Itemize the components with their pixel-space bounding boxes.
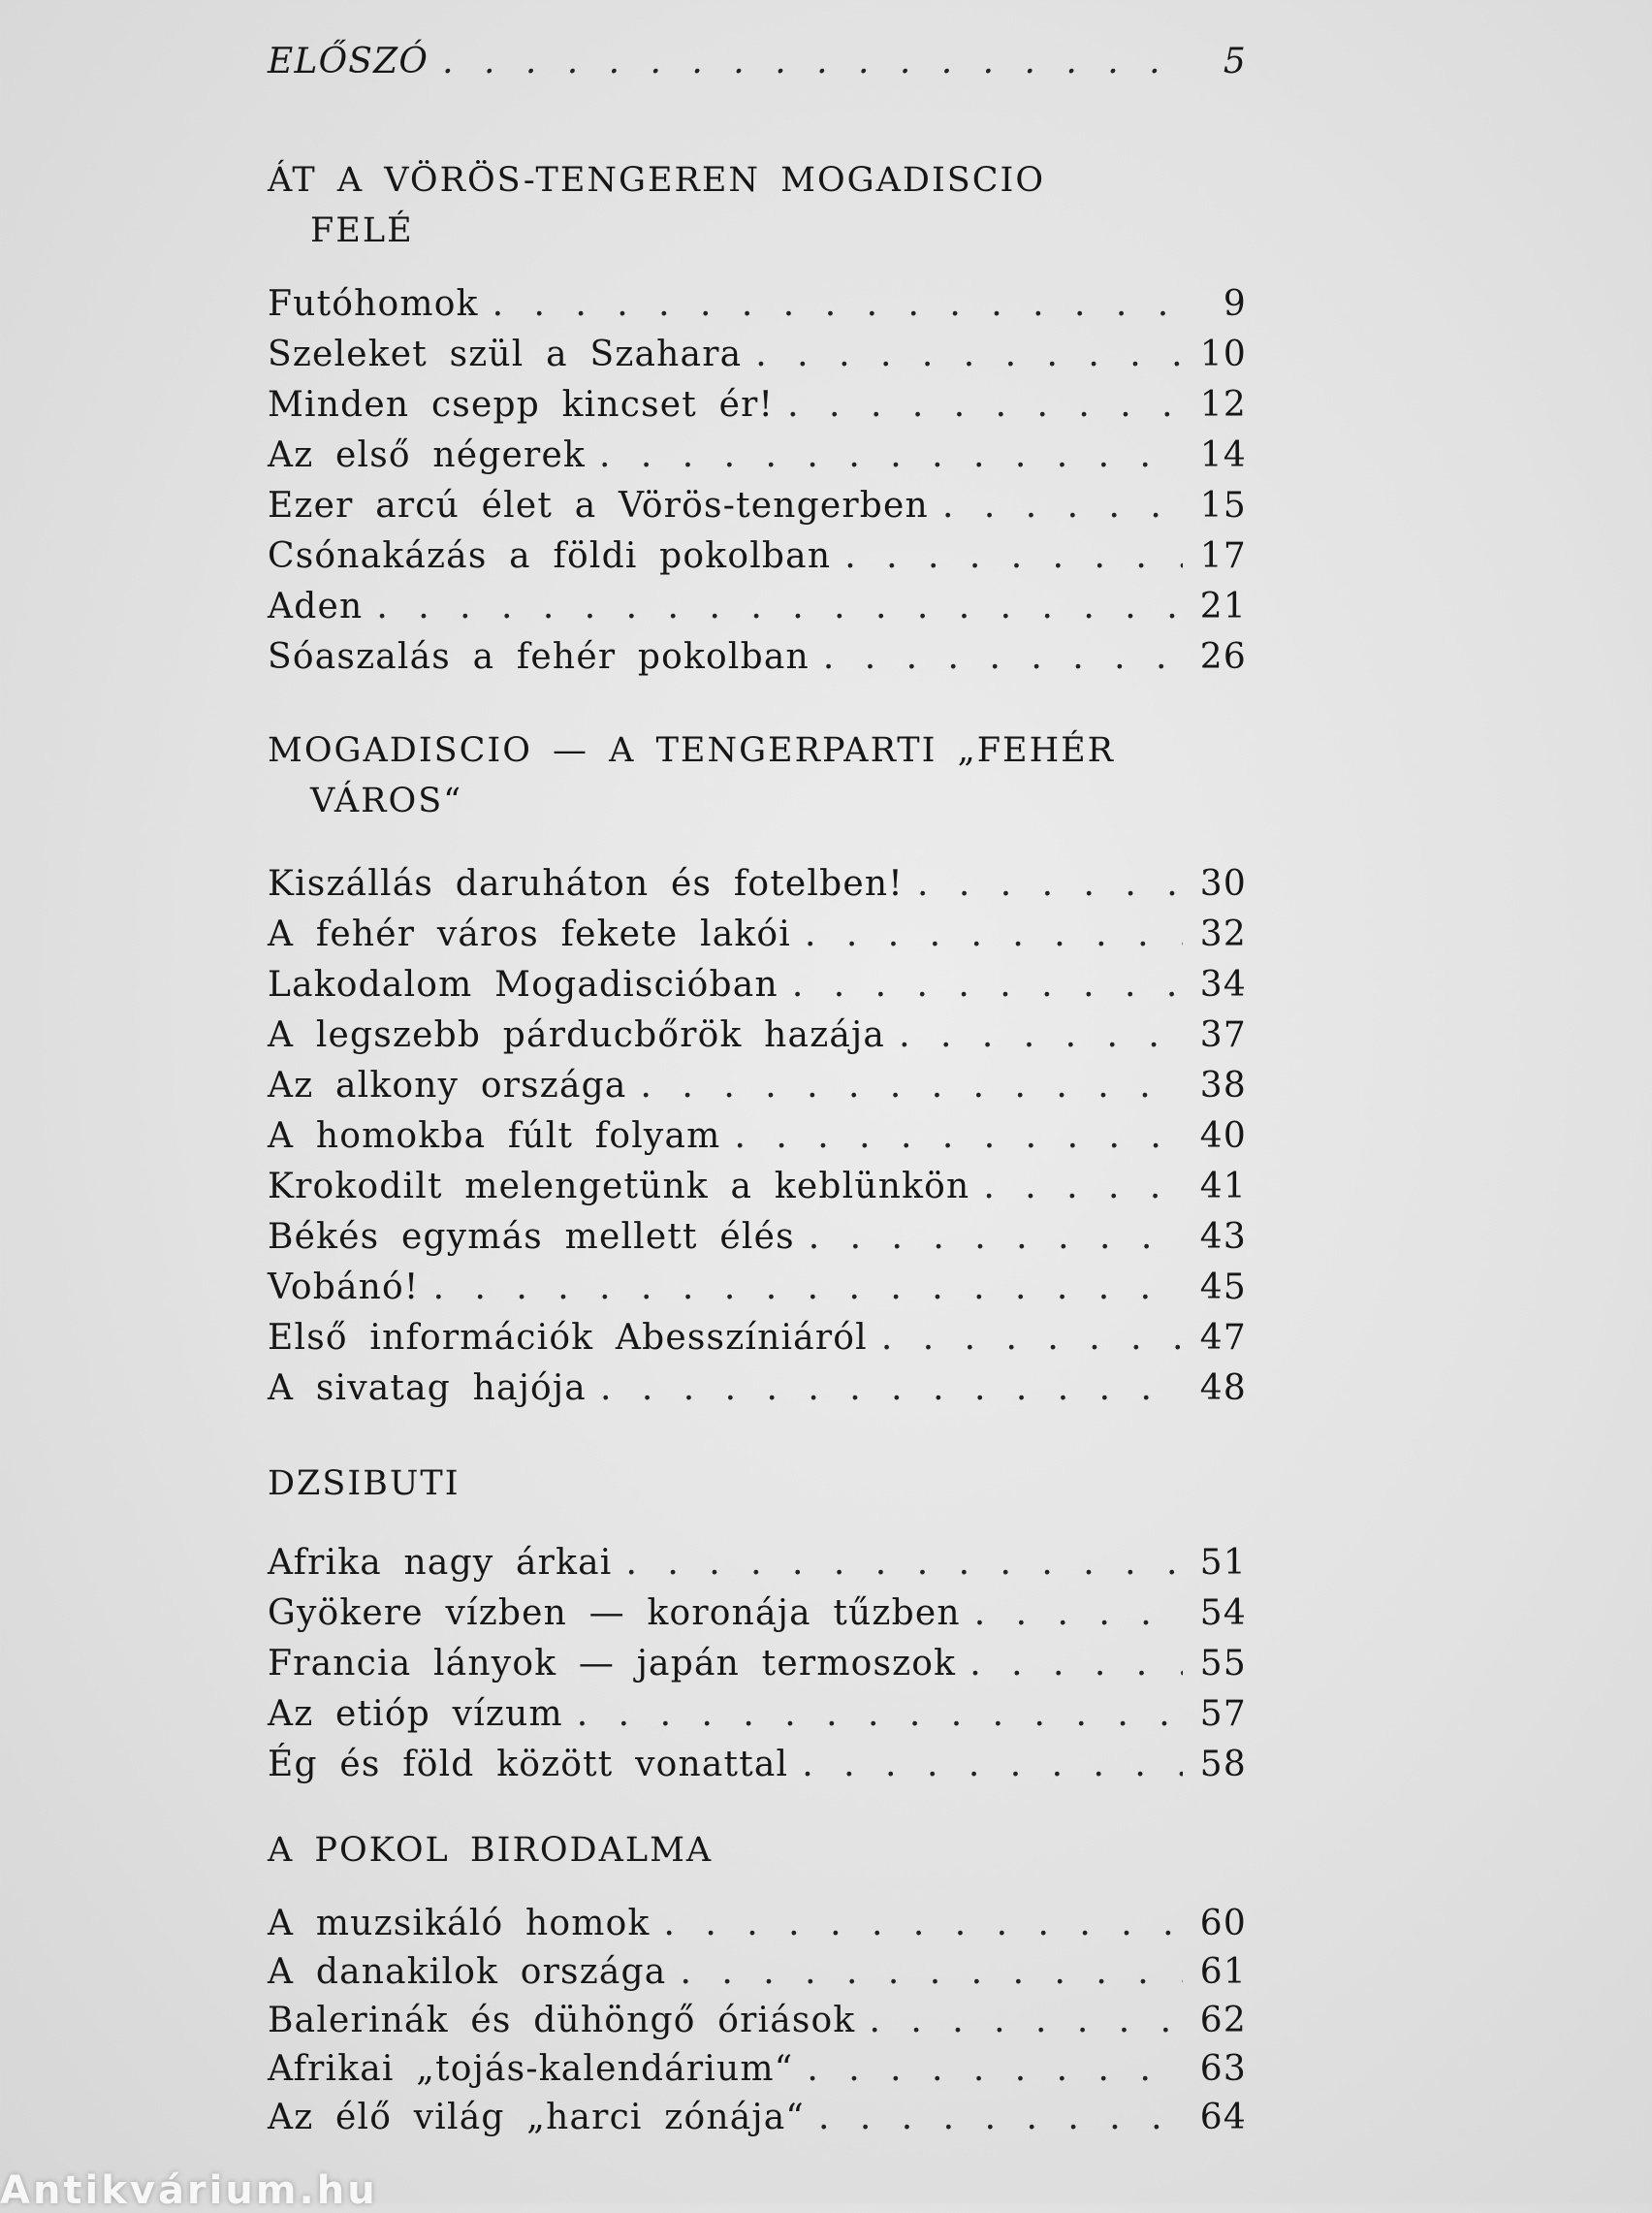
dot-leader bbox=[492, 279, 1183, 330]
toc-entry-page: 45 bbox=[1199, 1267, 1247, 1307]
toc-entry bbox=[268, 2044, 1247, 2095]
toc-entry bbox=[268, 1313, 1247, 1363]
toc-entry-title: Vobánó! bbox=[268, 1267, 420, 1307]
section-heading-line: A POKOL BIRODALMA bbox=[268, 1831, 714, 1870]
dot-leader bbox=[433, 1263, 1183, 1313]
toc-entry bbox=[268, 1899, 1247, 1949]
toc-entry bbox=[268, 531, 1247, 582]
toc-entry-title: Minden csepp kincset ér! bbox=[268, 385, 775, 425]
toc-entry-page: 61 bbox=[1199, 1952, 1247, 1992]
toc-entry-title: A fehér város fekete lakói bbox=[268, 914, 791, 954]
dot-leader bbox=[625, 1538, 1183, 1588]
toc-entry-title: Gyökere vízben — koronája tűzben bbox=[268, 1593, 961, 1633]
toc-entry bbox=[268, 910, 1247, 960]
toc-entry bbox=[268, 279, 1247, 330]
toc-entry-page: 47 bbox=[1199, 1318, 1247, 1358]
toc-entry-page: 41 bbox=[1199, 1167, 1247, 1206]
toc-entry bbox=[268, 1689, 1247, 1740]
toc-entry bbox=[268, 1639, 1247, 1689]
watermark: Antikvárium.hu bbox=[0, 2168, 378, 2213]
toc-entry-page: 34 bbox=[1199, 965, 1247, 1005]
toc-entry bbox=[268, 859, 1247, 910]
toc-entry-page: 5 bbox=[1223, 42, 1247, 81]
dot-leader bbox=[599, 431, 1183, 481]
toc-entry-page: 51 bbox=[1199, 1543, 1247, 1583]
toc-entry-foreword bbox=[268, 37, 1247, 87]
dot-leader bbox=[680, 1947, 1183, 1998]
toc-entry-title: Francia lányok — japán termoszok bbox=[268, 1644, 957, 1684]
toc-entry bbox=[268, 1996, 1247, 2046]
section-heading-line: DZSIBUTI bbox=[268, 1464, 461, 1503]
toc-entry-page: 21 bbox=[1199, 587, 1247, 626]
toc-entry-title: Aden bbox=[268, 587, 364, 626]
toc-entry-title: Krokodilt melengetünk a keblünkön bbox=[268, 1167, 970, 1206]
toc-entry-title: Afrika nagy árkai bbox=[268, 1543, 613, 1583]
dot-leader bbox=[917, 859, 1183, 910]
toc-entry-page: 17 bbox=[1199, 536, 1247, 576]
toc-entry-page: 58 bbox=[1199, 1745, 1247, 1784]
toc-entry bbox=[268, 431, 1247, 481]
toc-entry-title: Futóhomok bbox=[268, 284, 479, 324]
dot-leader bbox=[792, 960, 1183, 1010]
toc-entry-page: 48 bbox=[1199, 1368, 1247, 1408]
toc-entry bbox=[268, 481, 1247, 531]
dot-leader bbox=[818, 2093, 1183, 2143]
dot-leader bbox=[881, 1313, 1183, 1363]
toc-entry-title: Kiszállás daruháton és fotelben! bbox=[268, 864, 904, 904]
toc-entry bbox=[268, 380, 1247, 431]
toc-entry-title: ELŐSZÓ bbox=[268, 42, 429, 81]
toc-entry-page: 55 bbox=[1199, 1644, 1247, 1684]
toc-entry bbox=[268, 1111, 1247, 1162]
dot-leader bbox=[974, 1588, 1183, 1639]
toc-entry-page: 37 bbox=[1199, 1015, 1247, 1055]
toc-entry-title: Első információk Abesszíniáról bbox=[268, 1318, 868, 1358]
toc-entry-page: 30 bbox=[1199, 864, 1247, 904]
dot-leader bbox=[734, 1111, 1183, 1162]
toc-entry-title: Csónakázás a földi pokolban bbox=[268, 536, 832, 576]
toc-entry-page: 40 bbox=[1199, 1116, 1247, 1156]
section-heading-line: FELÉ bbox=[310, 211, 414, 250]
toc-entry bbox=[268, 1061, 1247, 1111]
toc-entry-page: 64 bbox=[1199, 2098, 1247, 2137]
toc-entry bbox=[268, 582, 1247, 632]
toc-entry-page: 38 bbox=[1199, 1066, 1247, 1106]
toc-entry-page: 12 bbox=[1199, 385, 1247, 425]
toc-entry-title: Szeleket szül a Szahara bbox=[268, 335, 743, 374]
toc-entry-page: 15 bbox=[1199, 486, 1247, 526]
dot-leader bbox=[969, 1639, 1183, 1689]
toc-entry bbox=[268, 1588, 1247, 1639]
section-heading-dzsibuti bbox=[268, 1459, 1198, 1509]
toc-entry-title: A legszebb párducbőrök hazája bbox=[268, 1015, 886, 1055]
toc-entry bbox=[268, 1162, 1247, 1212]
toc-entry-page: 32 bbox=[1199, 914, 1247, 954]
toc-entry-title: A sivatag hajója bbox=[268, 1368, 587, 1408]
dot-leader bbox=[809, 1212, 1183, 1263]
toc-entry-title: Az első négerek bbox=[268, 435, 586, 475]
toc-entry bbox=[268, 1363, 1247, 1414]
toc-entry-page: 26 bbox=[1199, 637, 1247, 677]
toc-entry bbox=[268, 1263, 1247, 1313]
dot-leader bbox=[942, 481, 1183, 531]
dot-leader bbox=[899, 1010, 1183, 1061]
dot-leader bbox=[983, 1162, 1183, 1212]
toc-entry bbox=[268, 2093, 1247, 2143]
toc-entry bbox=[268, 1212, 1247, 1263]
toc-entry-page: 57 bbox=[1199, 1694, 1247, 1734]
section-heading-pokol-birodalma bbox=[268, 1825, 1198, 1876]
toc-entry bbox=[268, 1740, 1247, 1790]
toc-entry-title: Az élő világ „harci zónája“ bbox=[268, 2098, 806, 2137]
toc-entry-page: 60 bbox=[1199, 1904, 1247, 1943]
section-heading-mogadiscio bbox=[268, 725, 1198, 826]
toc-entry-title: Ezer arcú élet a Vörös-tengerben bbox=[268, 486, 929, 526]
toc-entry-title: Lakodalom Mogadiscióban bbox=[268, 965, 778, 1005]
toc-entry-page: 43 bbox=[1199, 1217, 1247, 1257]
toc-entry-title: Az alkony országa bbox=[268, 1066, 627, 1106]
dot-leader bbox=[641, 1061, 1183, 1111]
section-heading-line: ÁT A VÖRÖS-TENGEREN MOGADISCIO bbox=[268, 161, 1046, 200]
toc-entry bbox=[268, 960, 1247, 1010]
dot-leader bbox=[802, 1740, 1183, 1790]
dot-leader bbox=[755, 330, 1183, 380]
dot-leader bbox=[442, 37, 1183, 87]
dot-leader bbox=[823, 632, 1183, 683]
toc-entry bbox=[268, 1010, 1247, 1061]
toc-entry-title: Ég és föld között vonattal bbox=[268, 1745, 789, 1784]
toc-entry-page: 63 bbox=[1199, 2049, 1247, 2089]
toc-entry-page: 9 bbox=[1223, 284, 1247, 324]
dot-leader bbox=[577, 1689, 1183, 1740]
dot-leader bbox=[805, 910, 1183, 960]
toc-entry-title: A muzsikáló homok bbox=[268, 1904, 651, 1943]
dot-leader bbox=[807, 2044, 1183, 2095]
toc-entry-page: 54 bbox=[1199, 1593, 1247, 1633]
toc-entry-title: A homokba fúlt folyam bbox=[268, 1116, 721, 1156]
toc-entry-title: Az etióp vízum bbox=[268, 1694, 563, 1734]
section-heading-line: MOGADISCIO — A TENGERPARTI „FEHÉR bbox=[268, 731, 1115, 770]
dot-leader bbox=[787, 380, 1183, 431]
toc-entry-title: Balerinák és dühöngő óriások bbox=[268, 2001, 856, 2040]
toc-entry-title: Afrikai „tojás-kalendárium“ bbox=[268, 2049, 794, 2089]
toc-entry bbox=[268, 632, 1247, 683]
dot-leader bbox=[600, 1363, 1183, 1414]
toc-entry bbox=[268, 330, 1247, 380]
dot-leader bbox=[869, 1996, 1183, 2046]
toc-entry-title: Békés egymás mellett élés bbox=[268, 1217, 795, 1257]
toc-entry bbox=[268, 1947, 1247, 1998]
toc-entry-page: 62 bbox=[1199, 2001, 1247, 2040]
dot-leader bbox=[664, 1899, 1183, 1949]
section-heading-vorostenger bbox=[268, 155, 1198, 256]
dot-leader bbox=[844, 531, 1183, 582]
section-heading-line: VÁROS“ bbox=[310, 782, 463, 820]
toc-entry-title: A danakilok országa bbox=[268, 1952, 667, 1992]
toc-entry-page: 10 bbox=[1199, 335, 1247, 374]
dot-leader bbox=[376, 582, 1183, 632]
toc-entry bbox=[268, 1538, 1247, 1588]
toc-entry-page: 14 bbox=[1199, 435, 1247, 475]
toc-entry-title: Sóaszalás a fehér pokolban bbox=[268, 637, 810, 677]
